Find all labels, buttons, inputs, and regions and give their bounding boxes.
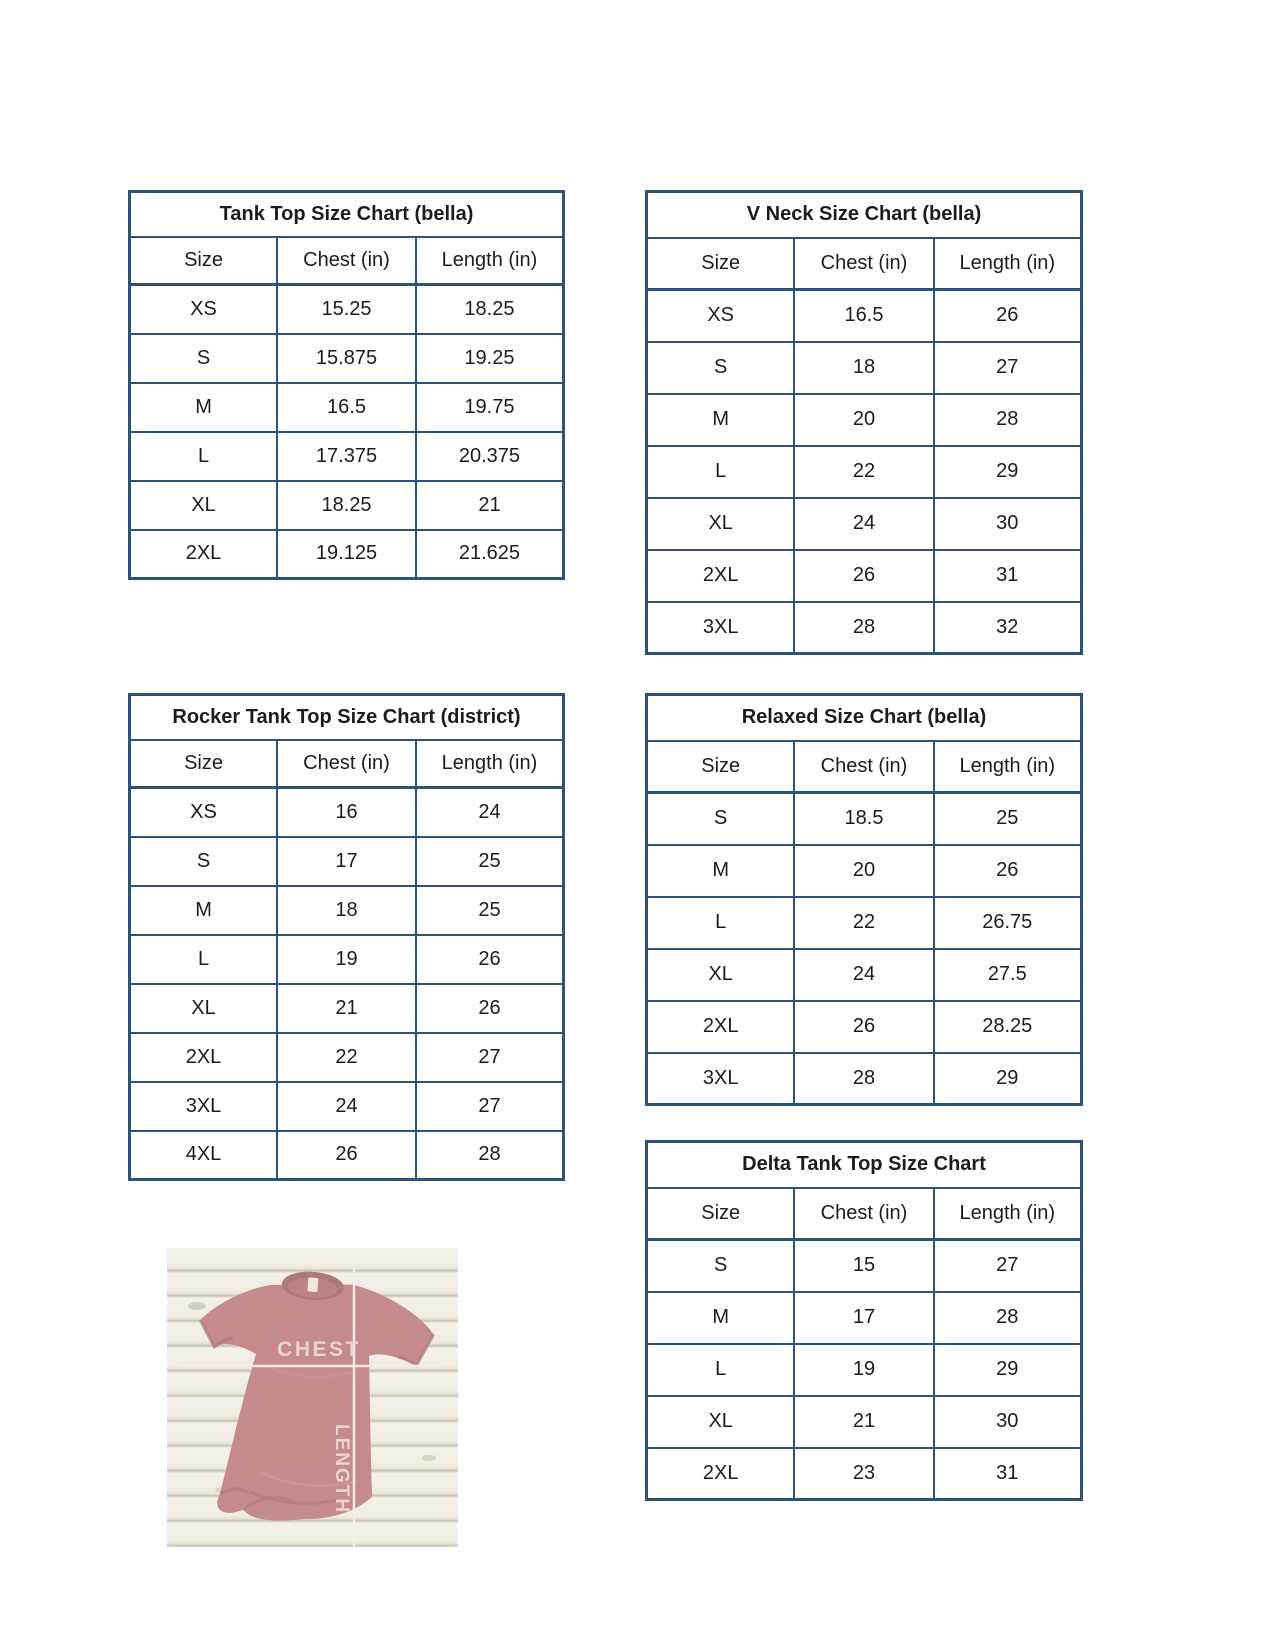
chest-cell: 17 xyxy=(277,837,416,886)
size-cell: 4XL xyxy=(130,1131,278,1180)
column-header-length: Length (in) xyxy=(934,1188,1082,1240)
chest-cell: 18 xyxy=(277,886,416,935)
size-cell: S xyxy=(647,1240,795,1292)
table-row xyxy=(647,1053,1082,1105)
size-cell: S xyxy=(647,793,795,845)
table-row xyxy=(130,334,564,383)
length-cell: 30 xyxy=(934,498,1082,550)
chest-cell: 21 xyxy=(794,1396,933,1448)
table-row xyxy=(130,788,564,837)
length-cell: 27 xyxy=(934,342,1082,394)
length-cell: 25 xyxy=(934,793,1082,845)
size-cell: 2XL xyxy=(647,550,795,602)
length-cell: 31 xyxy=(934,1448,1082,1500)
table-row xyxy=(130,886,564,935)
length-cell: 31 xyxy=(934,550,1082,602)
size-cell: M xyxy=(647,1292,795,1344)
size-cell: L xyxy=(647,446,795,498)
table-title: Tank Top Size Chart (bella) xyxy=(130,192,564,237)
table-row xyxy=(647,394,1082,446)
table-row xyxy=(647,1240,1082,1292)
length-cell: 26.75 xyxy=(934,897,1082,949)
chest-cell: 15.25 xyxy=(277,285,416,334)
table-row xyxy=(130,530,564,579)
table-row xyxy=(130,432,564,481)
length-cell: 26 xyxy=(416,984,564,1033)
length-cell: 28 xyxy=(934,1292,1082,1344)
size-cell: XL xyxy=(647,498,795,550)
size-cell: M xyxy=(130,383,278,432)
length-cell: 27 xyxy=(934,1240,1082,1292)
size-cell: M xyxy=(647,394,795,446)
table-row xyxy=(647,342,1082,394)
column-header-chest: Chest (in) xyxy=(794,741,933,793)
table-row xyxy=(647,550,1082,602)
length-cell: 29 xyxy=(934,1053,1082,1105)
chest-cell: 26 xyxy=(277,1131,416,1180)
size-cell: 3XL xyxy=(130,1082,278,1131)
length-cell: 19.25 xyxy=(416,334,564,383)
size-cell: L xyxy=(647,1344,795,1396)
table-title: V Neck Size Chart (bella) xyxy=(647,192,1082,238)
chest-cell: 15.875 xyxy=(277,334,416,383)
table-row xyxy=(647,897,1082,949)
tshirt-measurement-photo xyxy=(167,1248,458,1547)
table-relaxed-size-chart xyxy=(645,693,1083,1106)
length-cell: 30 xyxy=(934,1396,1082,1448)
size-cell: XS xyxy=(130,285,278,334)
table-row xyxy=(647,498,1082,550)
table-row xyxy=(647,290,1082,342)
length-cell: 29 xyxy=(934,446,1082,498)
size-table xyxy=(128,693,565,1181)
chest-cell: 20 xyxy=(794,845,933,897)
size-cell: L xyxy=(130,935,278,984)
size-cell: M xyxy=(647,845,795,897)
table-row xyxy=(130,481,564,530)
column-header-length: Length (in) xyxy=(934,238,1082,290)
chest-cell: 19.125 xyxy=(277,530,416,579)
chest-cell: 26 xyxy=(794,550,933,602)
size-cell: S xyxy=(130,334,278,383)
chest-cell: 18.25 xyxy=(277,481,416,530)
chest-cell: 16 xyxy=(277,788,416,837)
length-cell: 21.625 xyxy=(416,530,564,579)
table-row xyxy=(130,1131,564,1180)
size-cell: XL xyxy=(130,481,278,530)
table-row xyxy=(647,1001,1082,1053)
chest-cell: 18 xyxy=(794,342,933,394)
length-cell: 25 xyxy=(416,837,564,886)
chest-cell: 17.375 xyxy=(277,432,416,481)
size-cell: XS xyxy=(647,290,795,342)
size-cell: 2XL xyxy=(130,1033,278,1082)
size-cell: 3XL xyxy=(647,602,795,654)
length-cell: 24 xyxy=(416,788,564,837)
chest-cell: 22 xyxy=(277,1033,416,1082)
table-row xyxy=(130,935,564,984)
table-row xyxy=(647,1292,1082,1344)
chest-cell: 22 xyxy=(794,897,933,949)
column-header-chest: Chest (in) xyxy=(794,238,933,290)
column-header-chest: Chest (in) xyxy=(794,1188,933,1240)
chest-cell: 24 xyxy=(794,498,933,550)
table-title: Rocker Tank Top Size Chart (district) xyxy=(130,695,564,740)
table-row xyxy=(130,383,564,432)
size-table xyxy=(645,1140,1083,1501)
table-row xyxy=(647,1396,1082,1448)
chest-label: CHEST xyxy=(277,1338,361,1361)
length-cell: 28 xyxy=(934,394,1082,446)
chest-cell: 24 xyxy=(794,949,933,1001)
column-header-size: Size xyxy=(647,741,795,793)
table-tank-top-size-chart xyxy=(128,190,565,580)
table-row xyxy=(130,1082,564,1131)
table-row xyxy=(130,285,564,334)
chest-cell: 28 xyxy=(794,602,933,654)
size-cell: 2XL xyxy=(647,1448,795,1500)
size-cell: 2XL xyxy=(647,1001,795,1053)
size-cell: XL xyxy=(647,949,795,1001)
table-row xyxy=(647,793,1082,845)
table-row xyxy=(647,602,1082,654)
size-cell: XS xyxy=(130,788,278,837)
column-header-size: Size xyxy=(130,237,278,285)
table-v-neck-size-chart xyxy=(645,190,1083,655)
chest-cell: 19 xyxy=(277,935,416,984)
size-table xyxy=(645,190,1083,655)
table-row xyxy=(647,1448,1082,1500)
table-row xyxy=(647,845,1082,897)
size-cell: 3XL xyxy=(647,1053,795,1105)
size-cell: S xyxy=(647,342,795,394)
length-cell: 27 xyxy=(416,1033,564,1082)
column-header-size: Size xyxy=(130,740,278,788)
length-cell: 27 xyxy=(416,1082,564,1131)
size-cell: M xyxy=(130,886,278,935)
column-header-chest: Chest (in) xyxy=(277,237,416,285)
size-cell: 2XL xyxy=(130,530,278,579)
chest-cell: 22 xyxy=(794,446,933,498)
tshirt-shape xyxy=(187,1264,438,1531)
chest-cell: 26 xyxy=(794,1001,933,1053)
table-row xyxy=(130,1033,564,1082)
size-cell: XL xyxy=(647,1396,795,1448)
length-cell: 19.75 xyxy=(416,383,564,432)
table-title: Delta Tank Top Size Chart xyxy=(647,1142,1082,1188)
size-cell: S xyxy=(130,837,278,886)
column-header-length: Length (in) xyxy=(934,741,1082,793)
length-cell: 27.5 xyxy=(934,949,1082,1001)
chest-cell: 16.5 xyxy=(277,383,416,432)
chest-cell: 17 xyxy=(794,1292,933,1344)
table-row xyxy=(130,837,564,886)
chest-cell: 18.5 xyxy=(794,793,933,845)
size-cell: L xyxy=(130,432,278,481)
length-cell: 28.25 xyxy=(934,1001,1082,1053)
length-cell: 26 xyxy=(934,290,1082,342)
size-table xyxy=(645,693,1083,1106)
column-header-chest: Chest (in) xyxy=(277,740,416,788)
column-header-length: Length (in) xyxy=(416,740,564,788)
chest-cell: 21 xyxy=(277,984,416,1033)
chest-cell: 20 xyxy=(794,394,933,446)
chest-cell: 23 xyxy=(794,1448,933,1500)
size-table xyxy=(128,190,565,580)
chest-cell: 16.5 xyxy=(794,290,933,342)
length-cell: 18.25 xyxy=(416,285,564,334)
table-row xyxy=(647,949,1082,1001)
table-rocker-tank-top-size-chart xyxy=(128,693,565,1181)
size-cell: L xyxy=(647,897,795,949)
length-cell: 20.375 xyxy=(416,432,564,481)
length-cell: 32 xyxy=(934,602,1082,654)
length-label: LENGTH xyxy=(331,1424,352,1515)
length-cell: 26 xyxy=(934,845,1082,897)
length-cell: 26 xyxy=(416,935,564,984)
tshirt-illustration xyxy=(167,1248,458,1547)
column-header-size: Size xyxy=(647,1188,795,1240)
size-cell: XL xyxy=(130,984,278,1033)
chest-cell: 28 xyxy=(794,1053,933,1105)
table-row xyxy=(647,446,1082,498)
table-delta-tank-top-size-chart xyxy=(645,1140,1083,1501)
length-cell: 21 xyxy=(416,481,564,530)
length-cell: 28 xyxy=(416,1131,564,1180)
table-row xyxy=(647,1344,1082,1396)
column-header-length: Length (in) xyxy=(416,237,564,285)
table-title: Relaxed Size Chart (bella) xyxy=(647,695,1082,741)
chest-cell: 15 xyxy=(794,1240,933,1292)
chest-cell: 24 xyxy=(277,1082,416,1131)
chest-cell: 19 xyxy=(794,1344,933,1396)
table-row xyxy=(130,984,564,1033)
length-cell: 29 xyxy=(934,1344,1082,1396)
length-cell: 25 xyxy=(416,886,564,935)
column-header-size: Size xyxy=(647,238,795,290)
